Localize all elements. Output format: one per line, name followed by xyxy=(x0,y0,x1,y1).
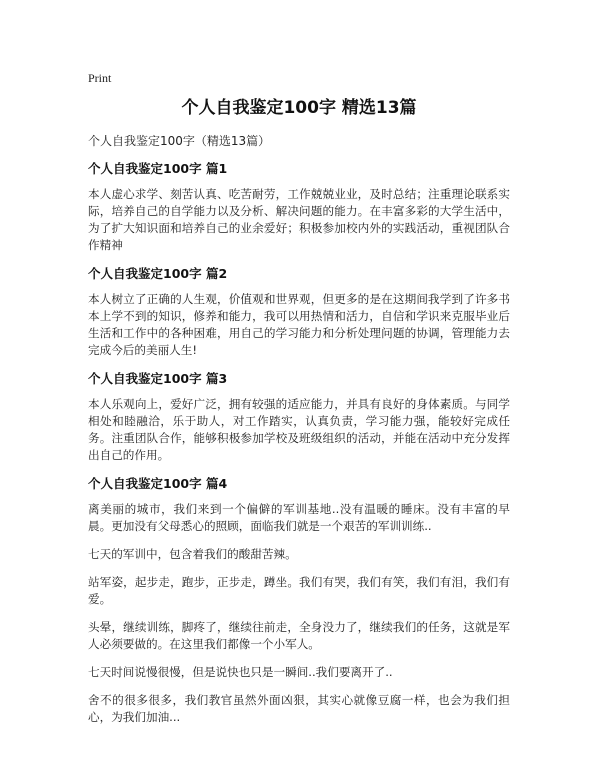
section-heading: 个人自我鉴定100字 篇2 xyxy=(88,266,228,281)
paragraph: 本人虚心求学、刻苦认真、吃苦耐劳，工作兢兢业业，及时总结；注重理论联系实际，培养自己的自学能力以及分析、解决问题的能力。在丰富多彩的大学生活中，为了扩大知识面和培养自己的业余爱好；积极参加校内外的实践活动，重视团队合作精神 xyxy=(88,187,510,252)
paragraph: 离美丽的城市，我们来到一个偏僻的军训基地..没有温暖的睡床。没有丰富的早晨。更加没有父母悉心的照顾，面临我们就是一个艰苦的军训训练.. xyxy=(88,502,510,533)
paragraph: 舍不的很多很多，我们教官虽然外面凶狠，其实心就像豆腐一样，也会为我们担心，为我们加油... xyxy=(88,693,510,724)
paragraph: 七天的军训中，包含着我们的酸甜苦辣。 xyxy=(88,547,297,561)
paragraph: 本人树立了正确的人生观，价值观和世界观，但更多的是在这期间我学到了许多书本上学不到的知识，修养和能力，我可以用热情和活力，自信和学识来克服毕业后生活和工作中的各种困难，用自己的学习能力和分析处理问题的协调，管理能力去完成今后的美丽人生! xyxy=(88,292,510,357)
paragraph: 头晕，继续训练，脚疼了，继续往前走，全身没力了，继续我们的任务，这就是军人必须要做的。在这里我们都像一个小军人。 xyxy=(88,620,510,651)
section-1 xyxy=(88,160,510,254)
section-heading: 个人自我鉴定100字 篇3 xyxy=(88,371,228,386)
paragraph: 站军姿，起步走，跑步，正步走，蹲坐。我们有哭，我们有笑，我们有泪，我们有爱。 xyxy=(88,575,510,606)
paragraph: 七天时间说慢很慢，但是说快也只是一瞬间..我们要离开了.. xyxy=(88,665,393,679)
section-4 xyxy=(88,475,510,726)
section-2 xyxy=(88,265,510,359)
document-subtitle: 个人自我鉴定100字（精选13篇） xyxy=(88,134,271,148)
section-heading: 个人自我鉴定100字 篇1 xyxy=(88,161,228,176)
paragraph: 本人乐观向上，爱好广泛，拥有较强的适应能力，并具有良好的身体素质。与同学相处和睦融洽，乐于助人，对工作踏实，认真负责，学习能力强，能较好完成任务。注重团队合作，能够积极参加学校及班级组织的活动，并能在活动中充分发挥出自己的作用。 xyxy=(88,397,510,462)
section-heading: 个人自我鉴定100字 篇4 xyxy=(88,476,228,491)
section-3 xyxy=(88,370,510,464)
print-link[interactable]: Print xyxy=(88,71,112,85)
document-title: 个人自我鉴定100字 精选13篇 xyxy=(181,98,417,118)
